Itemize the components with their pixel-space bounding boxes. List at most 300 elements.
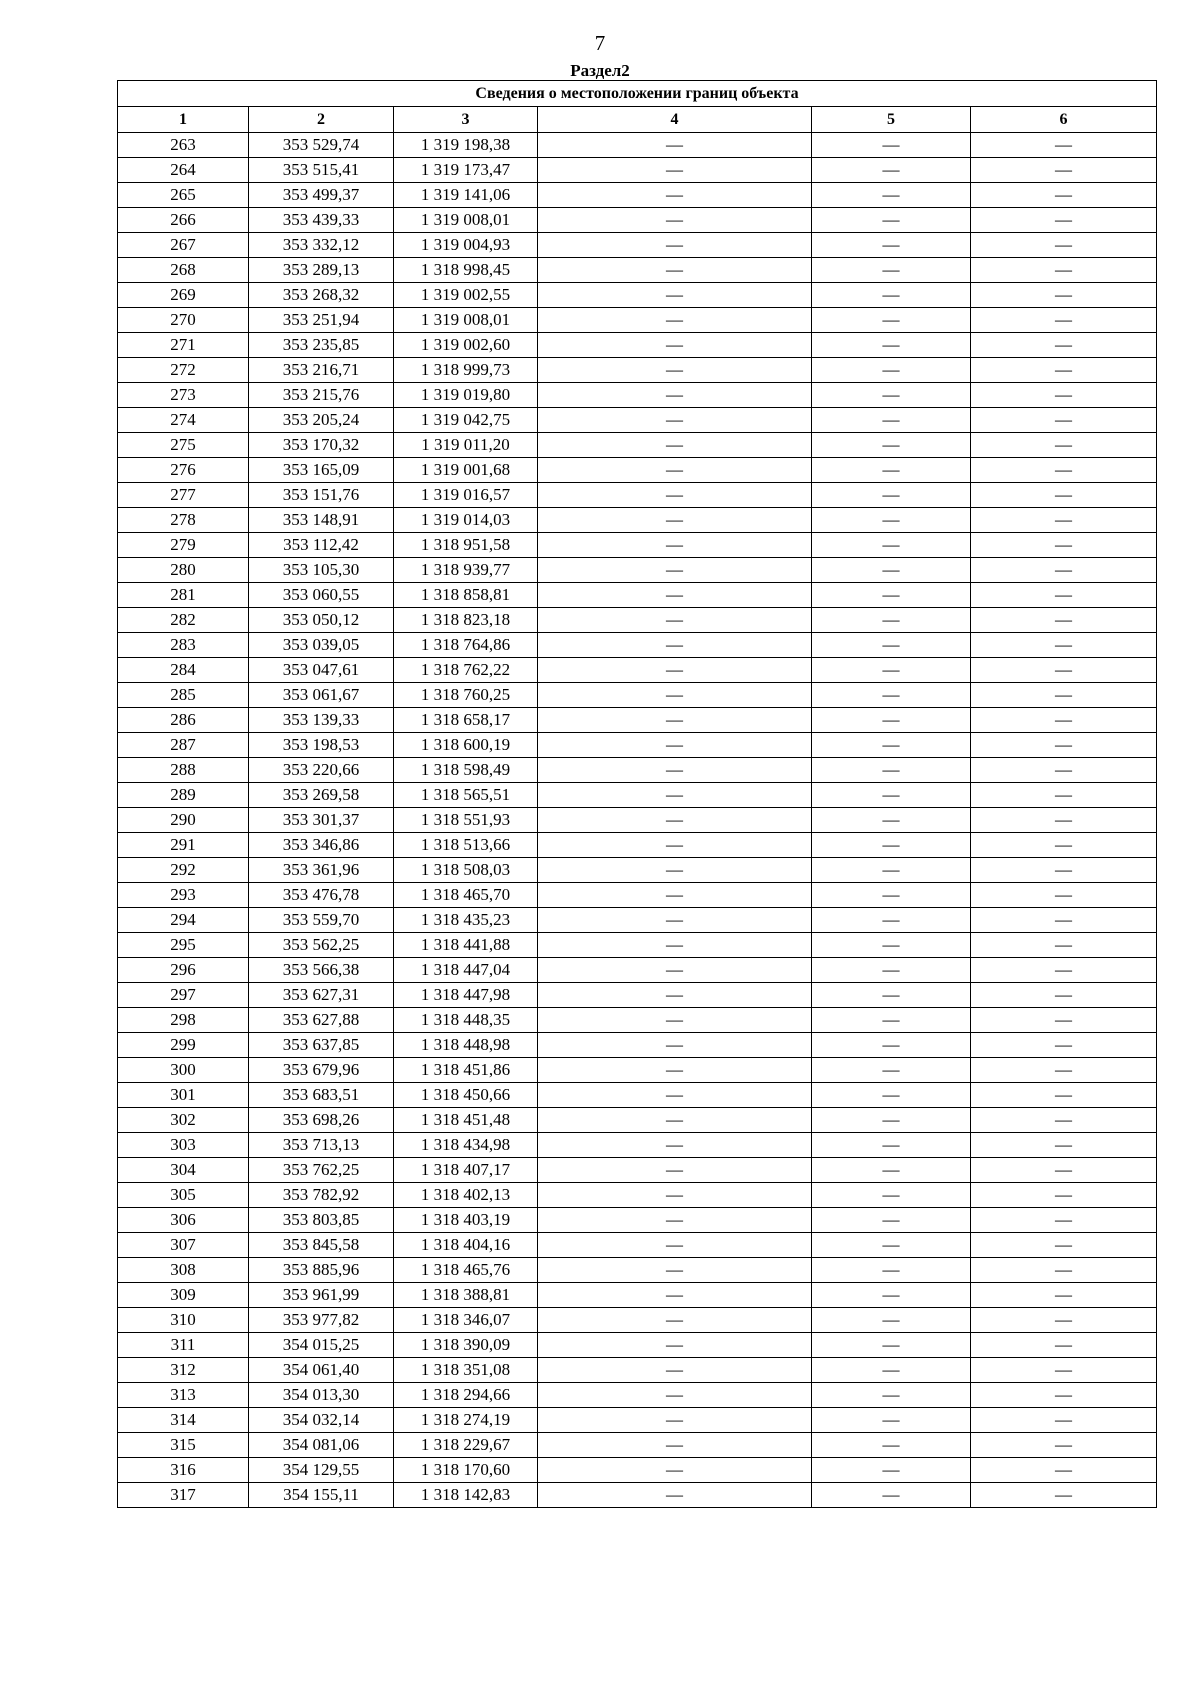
point-number-cell: 276 (118, 458, 249, 483)
y-coordinate-cell: 1 319 002,60 (394, 333, 538, 358)
empty-value-cell: — (971, 1258, 1157, 1283)
empty-value-cell: — (971, 408, 1157, 433)
empty-value-cell: — (971, 983, 1157, 1008)
x-coordinate-cell: 353 269,58 (249, 783, 394, 808)
table-row (118, 183, 1157, 208)
table-row (118, 458, 1157, 483)
point-number-cell: 294 (118, 908, 249, 933)
table-row (118, 558, 1157, 583)
table-row (118, 683, 1157, 708)
x-coordinate-cell: 353 361,96 (249, 858, 394, 883)
y-coordinate-cell: 1 318 403,19 (394, 1208, 538, 1233)
x-coordinate-cell: 353 220,66 (249, 758, 394, 783)
point-number-cell: 265 (118, 183, 249, 208)
point-number-cell: 305 (118, 1183, 249, 1208)
empty-value-cell: — (971, 658, 1157, 683)
empty-value-cell: — (971, 458, 1157, 483)
table-row (118, 1033, 1157, 1058)
y-coordinate-cell: 1 318 448,98 (394, 1033, 538, 1058)
point-number-cell: 297 (118, 983, 249, 1008)
empty-value-cell: — (812, 1108, 971, 1133)
empty-value-cell: — (812, 1183, 971, 1208)
y-coordinate-cell: 1 319 008,01 (394, 208, 538, 233)
point-number-cell: 290 (118, 808, 249, 833)
x-coordinate-cell: 354 013,30 (249, 1383, 394, 1408)
x-coordinate-cell: 353 845,58 (249, 1233, 394, 1258)
point-number-cell: 266 (118, 208, 249, 233)
x-coordinate-cell: 353 170,32 (249, 433, 394, 458)
x-coordinate-cell: 353 346,86 (249, 833, 394, 858)
x-coordinate-cell: 353 803,85 (249, 1208, 394, 1233)
empty-value-cell: — (971, 933, 1157, 958)
x-coordinate-cell: 353 782,92 (249, 1183, 394, 1208)
point-number-cell: 268 (118, 258, 249, 283)
empty-value-cell: — (971, 783, 1157, 808)
point-number-cell: 292 (118, 858, 249, 883)
empty-value-cell: — (812, 1083, 971, 1108)
empty-value-cell: — (812, 1358, 971, 1383)
x-coordinate-cell: 353 499,37 (249, 183, 394, 208)
empty-value-cell: — (971, 1433, 1157, 1458)
point-number-cell: 293 (118, 883, 249, 908)
column-header: 4 (538, 107, 812, 133)
empty-value-cell: — (538, 1283, 812, 1308)
x-coordinate-cell: 353 205,24 (249, 408, 394, 433)
empty-value-cell: — (812, 1208, 971, 1233)
table-row (118, 733, 1157, 758)
empty-value-cell: — (538, 608, 812, 633)
x-coordinate-cell: 353 562,25 (249, 933, 394, 958)
empty-value-cell: — (971, 1183, 1157, 1208)
y-coordinate-cell: 1 318 858,81 (394, 583, 538, 608)
table-row (118, 333, 1157, 358)
empty-value-cell: — (971, 1083, 1157, 1108)
table-row (118, 633, 1157, 658)
x-coordinate-cell: 353 476,78 (249, 883, 394, 908)
table-row (118, 933, 1157, 958)
empty-value-cell: — (971, 1008, 1157, 1033)
empty-value-cell: — (812, 1383, 971, 1408)
point-number-cell: 317 (118, 1483, 249, 1508)
x-coordinate-cell: 353 060,55 (249, 583, 394, 608)
table-row (118, 908, 1157, 933)
column-header: 6 (971, 107, 1157, 133)
empty-value-cell: — (971, 433, 1157, 458)
empty-value-cell: — (971, 1283, 1157, 1308)
y-coordinate-cell: 1 318 274,19 (394, 1408, 538, 1433)
empty-value-cell: — (812, 858, 971, 883)
empty-value-cell: — (971, 383, 1157, 408)
empty-value-cell: — (971, 233, 1157, 258)
y-coordinate-cell: 1 318 229,67 (394, 1433, 538, 1458)
empty-value-cell: — (812, 233, 971, 258)
y-coordinate-cell: 1 318 600,19 (394, 733, 538, 758)
table-caption-row (118, 81, 1157, 107)
y-coordinate-cell: 1 318 441,88 (394, 933, 538, 958)
y-coordinate-cell: 1 318 658,17 (394, 708, 538, 733)
point-number-cell: 273 (118, 383, 249, 408)
x-coordinate-cell: 353 332,12 (249, 233, 394, 258)
table-row (118, 1408, 1157, 1433)
empty-value-cell: — (971, 1458, 1157, 1483)
point-number-cell: 282 (118, 608, 249, 633)
point-number-cell: 291 (118, 833, 249, 858)
empty-value-cell: — (812, 533, 971, 558)
y-coordinate-cell: 1 319 042,75 (394, 408, 538, 433)
point-number-cell: 312 (118, 1358, 249, 1383)
point-number-cell: 271 (118, 333, 249, 358)
x-coordinate-cell: 353 050,12 (249, 608, 394, 633)
x-coordinate-cell: 353 977,82 (249, 1308, 394, 1333)
x-coordinate-cell: 354 155,11 (249, 1483, 394, 1508)
point-number-cell: 274 (118, 408, 249, 433)
empty-value-cell: — (538, 333, 812, 358)
table-row (118, 283, 1157, 308)
table-row (118, 483, 1157, 508)
empty-value-cell: — (812, 658, 971, 683)
column-header: 2 (249, 107, 394, 133)
y-coordinate-cell: 1 318 598,49 (394, 758, 538, 783)
y-coordinate-cell: 1 318 451,86 (394, 1058, 538, 1083)
point-number-cell: 278 (118, 508, 249, 533)
point-number-cell: 288 (118, 758, 249, 783)
empty-value-cell: — (971, 683, 1157, 708)
empty-value-cell: — (812, 1433, 971, 1458)
empty-value-cell: — (538, 983, 812, 1008)
empty-value-cell: — (538, 1233, 812, 1258)
empty-value-cell: — (971, 608, 1157, 633)
empty-value-cell: — (538, 1158, 812, 1183)
empty-value-cell: — (971, 1033, 1157, 1058)
x-coordinate-cell: 353 762,25 (249, 1158, 394, 1183)
y-coordinate-cell: 1 319 008,01 (394, 308, 538, 333)
point-number-cell: 286 (118, 708, 249, 733)
empty-value-cell: — (538, 733, 812, 758)
empty-value-cell: — (971, 508, 1157, 533)
y-coordinate-cell: 1 318 465,76 (394, 1258, 538, 1283)
x-coordinate-cell: 353 151,76 (249, 483, 394, 508)
x-coordinate-cell: 353 713,13 (249, 1133, 394, 1158)
y-coordinate-cell: 1 318 951,58 (394, 533, 538, 558)
point-number-cell: 284 (118, 658, 249, 683)
y-coordinate-cell: 1 318 404,16 (394, 1233, 538, 1258)
empty-value-cell: — (538, 1183, 812, 1208)
empty-value-cell: — (538, 883, 812, 908)
table-row (118, 1058, 1157, 1083)
table-row (118, 1083, 1157, 1108)
empty-value-cell: — (538, 383, 812, 408)
table-row (118, 133, 1157, 158)
y-coordinate-cell: 1 318 294,66 (394, 1383, 538, 1408)
table-row (118, 308, 1157, 333)
point-number-cell: 299 (118, 1033, 249, 1058)
page-number: 7 (594, 31, 606, 55)
y-coordinate-cell: 1 318 390,09 (394, 1333, 538, 1358)
y-coordinate-cell: 1 318 447,98 (394, 983, 538, 1008)
y-coordinate-cell: 1 319 014,03 (394, 508, 538, 533)
x-coordinate-cell: 353 216,71 (249, 358, 394, 383)
point-number-cell: 309 (118, 1283, 249, 1308)
empty-value-cell: — (538, 1208, 812, 1233)
empty-value-cell: — (971, 1108, 1157, 1133)
y-coordinate-cell: 1 318 402,13 (394, 1183, 538, 1208)
y-coordinate-cell: 1 318 407,17 (394, 1158, 538, 1183)
empty-value-cell: — (812, 933, 971, 958)
point-number-cell: 314 (118, 1408, 249, 1433)
column-header-row (118, 107, 1157, 133)
y-coordinate-cell: 1 318 450,66 (394, 1083, 538, 1108)
empty-value-cell: — (812, 833, 971, 858)
table-row (118, 1108, 1157, 1133)
x-coordinate-cell: 353 637,85 (249, 1033, 394, 1058)
empty-value-cell: — (538, 1258, 812, 1283)
empty-value-cell: — (812, 908, 971, 933)
empty-value-cell: — (971, 158, 1157, 183)
table-row (118, 658, 1157, 683)
empty-value-cell: — (812, 733, 971, 758)
table-row (118, 533, 1157, 558)
empty-value-cell: — (538, 1033, 812, 1058)
point-number-cell: 272 (118, 358, 249, 383)
empty-value-cell: — (538, 1133, 812, 1158)
empty-value-cell: — (538, 908, 812, 933)
empty-value-cell: — (812, 258, 971, 283)
empty-value-cell: — (812, 983, 971, 1008)
empty-value-cell: — (812, 283, 971, 308)
point-number-cell: 277 (118, 483, 249, 508)
x-coordinate-cell: 353 215,76 (249, 383, 394, 408)
x-coordinate-cell: 354 061,40 (249, 1358, 394, 1383)
empty-value-cell: — (971, 1333, 1157, 1358)
empty-value-cell: — (812, 708, 971, 733)
empty-value-cell: — (812, 208, 971, 233)
empty-value-cell: — (538, 1083, 812, 1108)
table-row (118, 833, 1157, 858)
y-coordinate-cell: 1 318 764,86 (394, 633, 538, 658)
table-body (118, 133, 1157, 1508)
table-row (118, 1483, 1157, 1508)
empty-value-cell: — (538, 1333, 812, 1358)
table-row (118, 1233, 1157, 1258)
empty-value-cell: — (812, 758, 971, 783)
empty-value-cell: — (812, 133, 971, 158)
table-row (118, 608, 1157, 633)
y-coordinate-cell: 1 318 565,51 (394, 783, 538, 808)
table-row (118, 583, 1157, 608)
empty-value-cell: — (538, 933, 812, 958)
x-coordinate-cell: 354 032,14 (249, 1408, 394, 1433)
x-coordinate-cell: 353 627,31 (249, 983, 394, 1008)
table-row (118, 1333, 1157, 1358)
empty-value-cell: — (812, 333, 971, 358)
point-number-cell: 298 (118, 1008, 249, 1033)
y-coordinate-cell: 1 318 451,48 (394, 1108, 538, 1133)
empty-value-cell: — (971, 1358, 1157, 1383)
y-coordinate-cell: 1 319 011,20 (394, 433, 538, 458)
y-coordinate-cell: 1 319 019,80 (394, 383, 538, 408)
point-number-cell: 304 (118, 1158, 249, 1183)
empty-value-cell: — (538, 858, 812, 883)
empty-value-cell: — (538, 458, 812, 483)
x-coordinate-cell: 353 268,32 (249, 283, 394, 308)
empty-value-cell: — (812, 1233, 971, 1258)
x-coordinate-cell: 353 683,51 (249, 1083, 394, 1108)
point-number-cell: 313 (118, 1383, 249, 1408)
table-row (118, 983, 1157, 1008)
empty-value-cell: — (971, 883, 1157, 908)
table-row (118, 883, 1157, 908)
empty-value-cell: — (812, 633, 971, 658)
y-coordinate-cell: 1 318 939,77 (394, 558, 538, 583)
point-number-cell: 307 (118, 1233, 249, 1258)
x-coordinate-cell: 353 566,38 (249, 958, 394, 983)
y-coordinate-cell: 1 319 173,47 (394, 158, 538, 183)
empty-value-cell: — (538, 558, 812, 583)
point-number-cell: 308 (118, 1258, 249, 1283)
empty-value-cell: — (971, 733, 1157, 758)
empty-value-cell: — (971, 958, 1157, 983)
point-number-cell: 287 (118, 733, 249, 758)
point-number-cell: 275 (118, 433, 249, 458)
y-coordinate-cell: 1 318 760,25 (394, 683, 538, 708)
x-coordinate-cell: 353 165,09 (249, 458, 394, 483)
empty-value-cell: — (538, 308, 812, 333)
empty-value-cell: — (538, 1483, 812, 1508)
empty-value-cell: — (538, 708, 812, 733)
x-coordinate-cell: 353 112,42 (249, 533, 394, 558)
table-row (118, 1258, 1157, 1283)
empty-value-cell: — (971, 1133, 1157, 1158)
empty-value-cell: — (538, 1408, 812, 1433)
x-coordinate-cell: 353 559,70 (249, 908, 394, 933)
empty-value-cell: — (812, 158, 971, 183)
empty-value-cell: — (538, 1008, 812, 1033)
empty-value-cell: — (812, 608, 971, 633)
table-row (118, 1208, 1157, 1233)
empty-value-cell: — (812, 1283, 971, 1308)
empty-value-cell: — (538, 683, 812, 708)
empty-value-cell: — (971, 283, 1157, 308)
empty-value-cell: — (971, 1058, 1157, 1083)
y-coordinate-cell: 1 318 434,98 (394, 1133, 538, 1158)
empty-value-cell: — (538, 658, 812, 683)
empty-value-cell: — (538, 758, 812, 783)
empty-value-cell: — (812, 958, 971, 983)
y-coordinate-cell: 1 318 823,18 (394, 608, 538, 633)
point-number-cell: 300 (118, 1058, 249, 1083)
x-coordinate-cell: 353 251,94 (249, 308, 394, 333)
empty-value-cell: — (971, 133, 1157, 158)
table-row (118, 1283, 1157, 1308)
empty-value-cell: — (971, 208, 1157, 233)
point-number-cell: 315 (118, 1433, 249, 1458)
empty-value-cell: — (538, 833, 812, 858)
table-row (118, 383, 1157, 408)
empty-value-cell: — (538, 233, 812, 258)
empty-value-cell: — (971, 808, 1157, 833)
empty-value-cell: — (812, 683, 971, 708)
y-coordinate-cell: 1 319 002,55 (394, 283, 538, 308)
point-number-cell: 281 (118, 583, 249, 608)
column-header: 1 (118, 107, 249, 133)
y-coordinate-cell: 1 318 170,60 (394, 1458, 538, 1483)
empty-value-cell: — (971, 708, 1157, 733)
point-number-cell: 302 (118, 1108, 249, 1133)
empty-value-cell: — (971, 358, 1157, 383)
x-coordinate-cell: 353 515,41 (249, 158, 394, 183)
column-header: 5 (812, 107, 971, 133)
y-coordinate-cell: 1 318 346,07 (394, 1308, 538, 1333)
empty-value-cell: — (538, 633, 812, 658)
table-row (118, 1358, 1157, 1383)
section-title: Раздел2 (570, 61, 630, 80)
point-number-cell: 296 (118, 958, 249, 983)
empty-value-cell: — (538, 508, 812, 533)
empty-value-cell: — (538, 958, 812, 983)
x-coordinate-cell: 353 885,96 (249, 1258, 394, 1283)
empty-value-cell: — (812, 408, 971, 433)
y-coordinate-cell: 1 318 551,93 (394, 808, 538, 833)
point-number-cell: 264 (118, 158, 249, 183)
empty-value-cell: — (971, 1483, 1157, 1508)
table-row (118, 508, 1157, 533)
x-coordinate-cell: 354 129,55 (249, 1458, 394, 1483)
point-number-cell: 279 (118, 533, 249, 558)
point-number-cell: 306 (118, 1208, 249, 1233)
table-row (118, 808, 1157, 833)
point-number-cell: 270 (118, 308, 249, 333)
empty-value-cell: — (812, 808, 971, 833)
empty-value-cell: — (538, 583, 812, 608)
empty-value-cell: — (971, 833, 1157, 858)
empty-value-cell: — (812, 1033, 971, 1058)
x-coordinate-cell: 353 439,33 (249, 208, 394, 233)
empty-value-cell: — (971, 1408, 1157, 1433)
table-row (118, 1308, 1157, 1333)
empty-value-cell: — (812, 183, 971, 208)
table-row (118, 858, 1157, 883)
empty-value-cell: — (538, 1358, 812, 1383)
table-row (118, 708, 1157, 733)
point-number-cell: 310 (118, 1308, 249, 1333)
y-coordinate-cell: 1 318 998,45 (394, 258, 538, 283)
empty-value-cell: — (971, 758, 1157, 783)
table-row (118, 1433, 1157, 1458)
empty-value-cell: — (971, 333, 1157, 358)
point-number-cell: 301 (118, 1083, 249, 1108)
empty-value-cell: — (538, 433, 812, 458)
empty-value-cell: — (812, 358, 971, 383)
point-number-cell: 280 (118, 558, 249, 583)
point-number-cell: 267 (118, 233, 249, 258)
point-number-cell: 285 (118, 683, 249, 708)
y-coordinate-cell: 1 318 388,81 (394, 1283, 538, 1308)
empty-value-cell: — (971, 858, 1157, 883)
empty-value-cell: — (971, 308, 1157, 333)
empty-value-cell: — (538, 1458, 812, 1483)
point-number-cell: 311 (118, 1333, 249, 1358)
x-coordinate-cell: 353 529,74 (249, 133, 394, 158)
empty-value-cell: — (812, 558, 971, 583)
table-row (118, 1008, 1157, 1033)
empty-value-cell: — (812, 458, 971, 483)
y-coordinate-cell: 1 318 762,22 (394, 658, 538, 683)
empty-value-cell: — (971, 908, 1157, 933)
x-coordinate-cell: 354 015,25 (249, 1333, 394, 1358)
x-coordinate-cell: 353 301,37 (249, 808, 394, 833)
empty-value-cell: — (538, 133, 812, 158)
y-coordinate-cell: 1 318 142,83 (394, 1483, 538, 1508)
